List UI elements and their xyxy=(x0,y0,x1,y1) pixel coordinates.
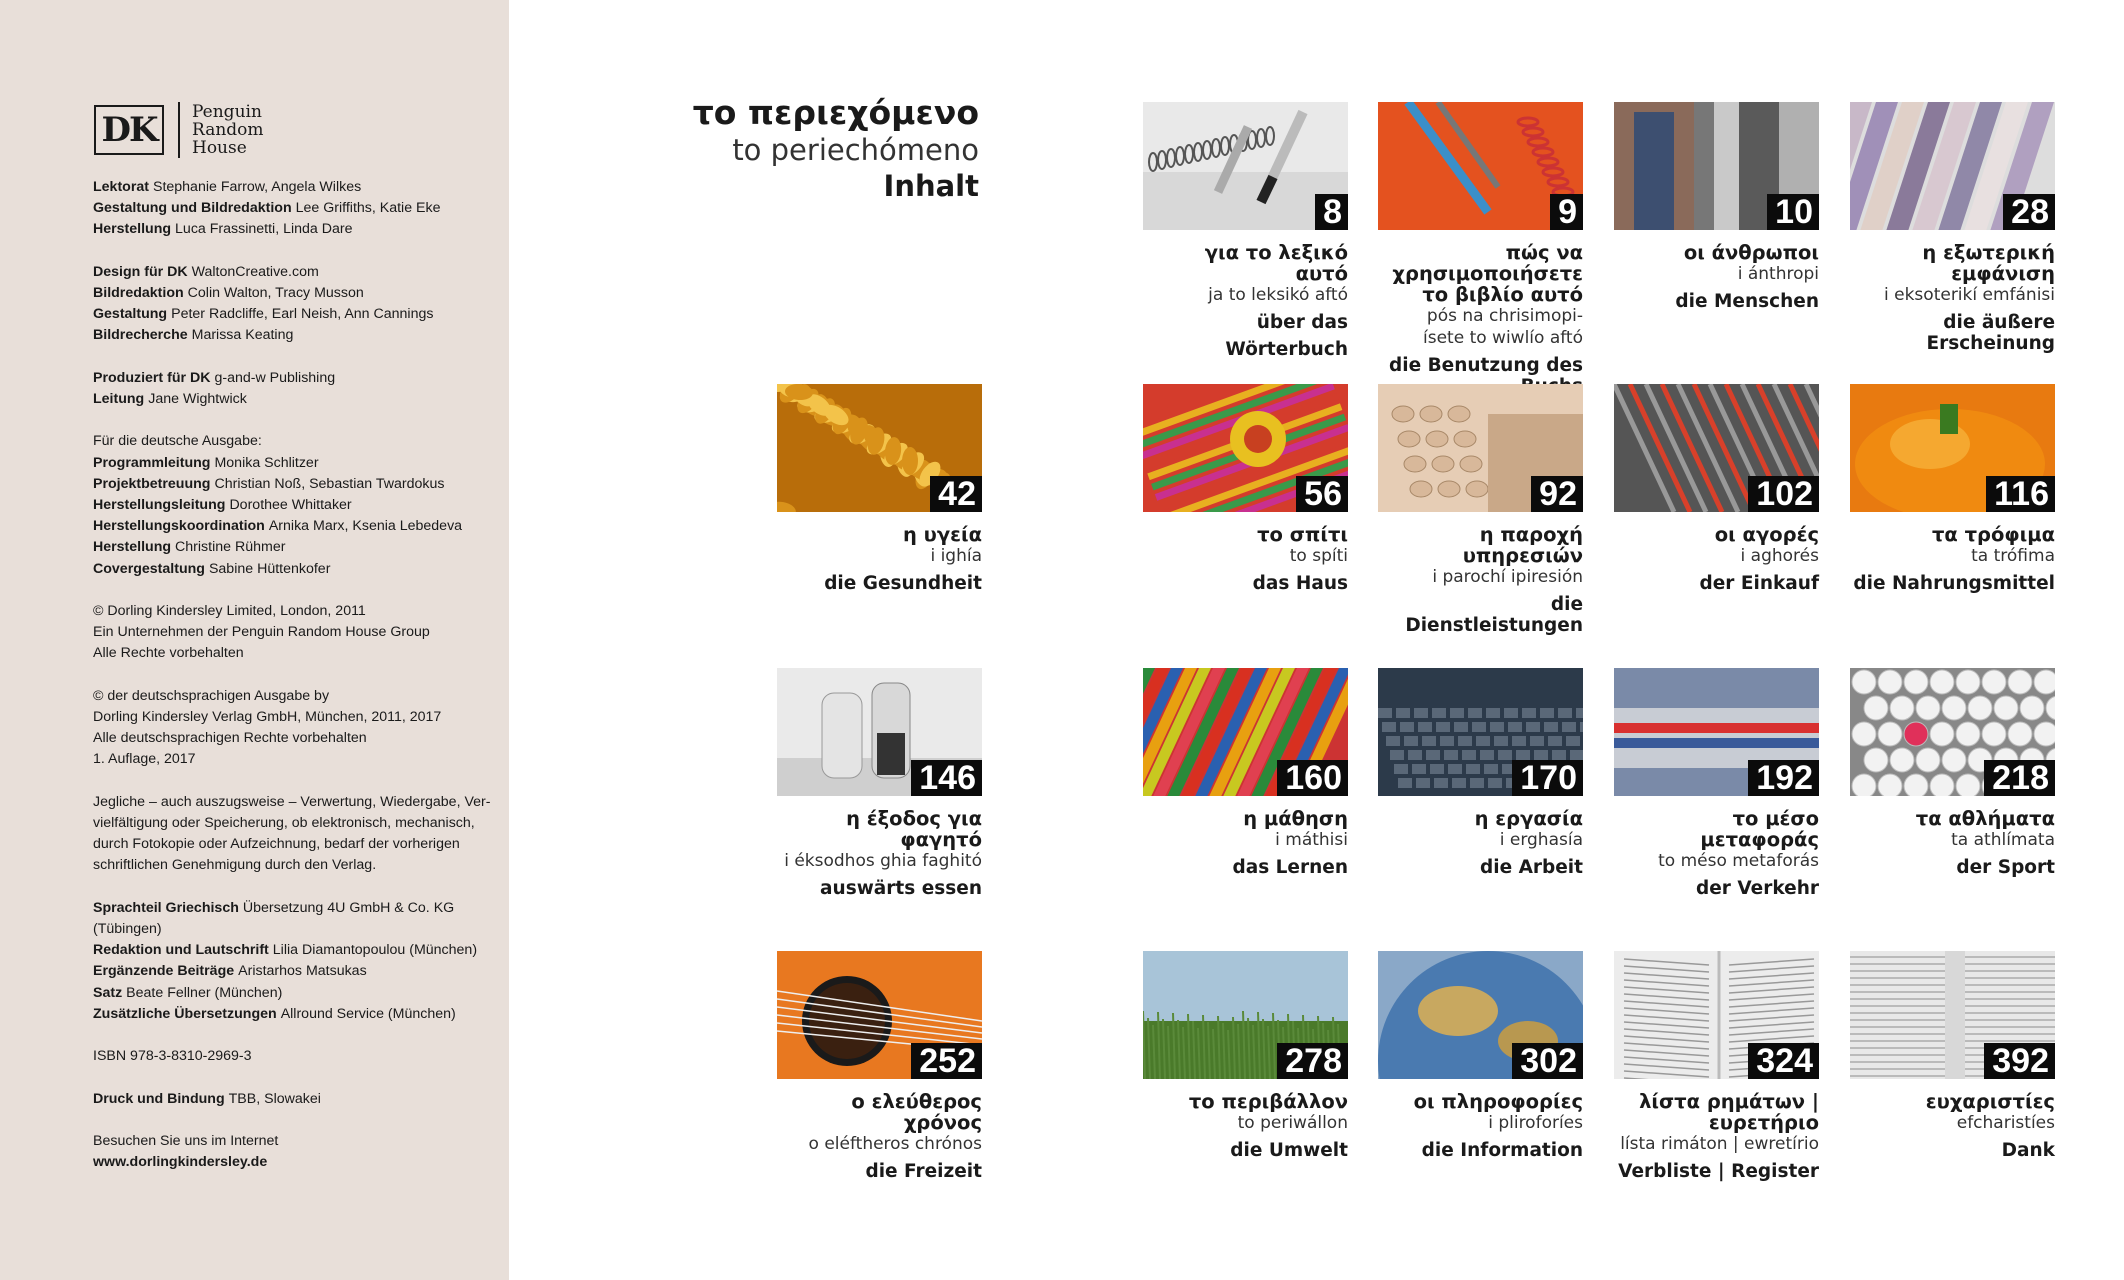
entry-caption xyxy=(1614,524,1819,594)
page-number: 10 xyxy=(1767,194,1819,230)
imprint-value: Jegliche – auch auszugsweise – Verwertung, Wiedergabe, Ver- xyxy=(93,793,491,810)
contents-entry[interactable] xyxy=(1850,668,2055,878)
entry-greek: πώς να xyxy=(1505,241,1583,264)
page-number: 302 xyxy=(1512,1043,1583,1079)
imprint-label: Bildredaktion xyxy=(93,285,184,301)
entry-transliteration: to periwállon xyxy=(1237,1113,1348,1133)
entry-transliteration: i parochí ipiresión xyxy=(1432,567,1583,587)
entry-greek: υπηρεσιών xyxy=(1462,544,1583,567)
page-number: 278 xyxy=(1277,1043,1348,1079)
entry-greek: μεταφοράς xyxy=(1700,828,1819,851)
book-text-photo xyxy=(1850,951,2055,1079)
imprint-label: Zusätzliche Übersetzungen xyxy=(93,1005,277,1022)
imprint-value: Stephanie Farrow, Angela Wilkes xyxy=(152,179,362,195)
imprint-line xyxy=(93,940,493,961)
entry-greek: οι άνθρωποι xyxy=(1683,241,1819,264)
imprint-label: Herstellung xyxy=(93,539,172,556)
imprint-value: Luca Frassinetti, Linda Dare xyxy=(175,221,353,238)
imprint-value: Dorling Kindersley Verlag GmbH, München, 2011, 2017 xyxy=(93,709,442,725)
imprint-spacer xyxy=(93,771,493,792)
entry-caption xyxy=(1850,808,2055,878)
contents-entry[interactable] xyxy=(1378,102,1583,397)
contents-title xyxy=(693,94,979,204)
entry-caption xyxy=(1378,808,1583,878)
page-number: 218 xyxy=(1984,760,2055,796)
shirts-photo xyxy=(1850,102,2055,230)
imprint-value: Marissa Keating xyxy=(191,327,294,344)
imprint-line xyxy=(93,686,493,707)
imprint-value: Jane Wightwick xyxy=(148,391,247,407)
imprint-value: g-and-w Publishing xyxy=(214,369,336,386)
imprint-value: Für die deutsche Ausgabe: xyxy=(93,433,262,450)
imprint-value: Alle Rechte vorbehalten xyxy=(93,645,244,662)
page-number: 116 xyxy=(1986,476,2055,512)
imprint-value: 1. Auflage, 2017 xyxy=(93,751,196,768)
entry-transliteration: to spíti xyxy=(1289,546,1348,566)
golf-balls-photo xyxy=(1850,668,2055,796)
dk-logo: DK xyxy=(94,105,164,155)
entry-german: Wörterbuch xyxy=(1225,339,1348,360)
entry-transliteration: efcharistíes xyxy=(1956,1113,2055,1133)
entry-greek: η έξοδος για xyxy=(846,807,982,830)
entry-greek: ο ελεύθερος xyxy=(851,1090,982,1113)
contents-entry[interactable] xyxy=(1143,384,1348,594)
imprint-line xyxy=(93,643,493,664)
imprint-spacer xyxy=(93,347,493,368)
imprint-label: Sprachteil Griechisch xyxy=(93,899,239,916)
entry-transliteration: i máthisi xyxy=(1275,830,1348,850)
imprint-value: ISBN 978-3-8310-2969-3 xyxy=(93,1048,252,1065)
entry-transliteration: to méso metaforás xyxy=(1658,851,1819,871)
pepper-photo xyxy=(1850,384,2055,512)
entry-german: die Benutzung des xyxy=(1389,355,1583,376)
entry-transliteration: i pliroforíes xyxy=(1488,1113,1583,1133)
page-number: 160 xyxy=(1277,760,1348,796)
contents-entry[interactable] xyxy=(1850,951,2055,1161)
entry-german: die äußere Erscheinung xyxy=(1926,312,2055,354)
entry-greek: η υγεία xyxy=(903,523,982,546)
entry-greek: χρόνος xyxy=(903,1111,982,1134)
entry-german: die Freizeit xyxy=(865,1161,982,1182)
entry-german: die Arbeit xyxy=(1480,857,1583,878)
entry-german: die Gesundheit xyxy=(824,573,982,594)
imprint-line xyxy=(93,1089,493,1110)
imprint-label: Druck und Bindung xyxy=(93,1090,225,1107)
entry-greek: αυτό xyxy=(1295,262,1348,285)
imprint-value: © der deutschsprachigen Ausgabe by xyxy=(93,687,330,704)
imprint-line xyxy=(93,792,493,813)
imprint-value: Lilia Diamantopoulou (München) xyxy=(272,942,478,959)
imprint-value: Christian Noß, Sebastian Twardokus xyxy=(214,475,445,492)
contents-entry[interactable] xyxy=(777,384,982,594)
imprint-spacer xyxy=(93,1110,493,1131)
imprint-line xyxy=(93,262,493,283)
entry-transliteration: o eléftheros chrónos xyxy=(808,1134,982,1154)
page-number: 252 xyxy=(911,1043,982,1079)
imprint-label: Lektorat xyxy=(93,179,149,195)
title-greek: το περιεχόμενο xyxy=(692,93,979,132)
imprint-label: Design für DK xyxy=(93,263,188,280)
page-number: 192 xyxy=(1748,760,1819,796)
imprint-value: Sabine Hüttenkofer xyxy=(208,560,331,577)
entry-german: die Information xyxy=(1421,1140,1583,1161)
imprint-label: Satz xyxy=(93,984,123,1001)
imprint-value: durch Fotokopie oder Aufzeichnung, bedarf der vorherigen xyxy=(93,836,460,853)
entry-german: auswärts essen xyxy=(820,878,982,899)
imprint-line xyxy=(93,898,493,919)
entry-greek: η εξωτερική xyxy=(1922,241,2055,264)
imprint-label: Herstellung xyxy=(93,221,172,238)
imprint-label: Projektbetreuung xyxy=(93,475,211,492)
contents-entry[interactable] xyxy=(1614,951,1819,1182)
imprint-spacer xyxy=(93,877,493,898)
imprint-line xyxy=(93,919,493,940)
pens-orange-photo xyxy=(1378,102,1583,230)
folders-photo xyxy=(1143,668,1348,796)
shopping-carts-photo xyxy=(1614,384,1819,512)
entry-german: das Lernen xyxy=(1232,857,1348,878)
entry-german: der Verkehr xyxy=(1696,878,1819,899)
entry-greek: φαγητό xyxy=(900,828,982,851)
entry-transliteration: i aghorés xyxy=(1740,546,1819,566)
contents-entry[interactable] xyxy=(1850,384,2055,594)
entry-greek: τα αθλήματα xyxy=(1915,807,2055,830)
entry-caption xyxy=(1614,808,1819,899)
imprint-line xyxy=(93,389,493,410)
entry-greek: ευχαριστίες xyxy=(1925,1090,2055,1113)
page-number: 392 xyxy=(1984,1043,2055,1079)
imprint-value: © Dorling Kindersley Limited, London, 2011 xyxy=(93,603,366,619)
contents-entry[interactable] xyxy=(777,951,982,1182)
publisher-line: Random xyxy=(192,120,264,140)
entry-transliteration: i ánthropi xyxy=(1737,264,1819,284)
people-escalator-photo xyxy=(1614,102,1819,230)
entry-caption xyxy=(1614,1091,1819,1182)
logo-divider xyxy=(178,102,180,158)
imprint-line xyxy=(93,813,493,834)
entry-transliteration: i éksodhos ghia faghitó xyxy=(784,851,982,871)
grass-field-photo xyxy=(1143,951,1348,1079)
imprint-value: Christine Rühmer xyxy=(175,539,286,556)
page-number: 92 xyxy=(1531,476,1583,512)
imprint-spacer xyxy=(93,1067,493,1088)
imprint-spacer xyxy=(93,1025,493,1046)
contents-entry[interactable] xyxy=(1378,384,1583,636)
entry-transliteration: i ighía xyxy=(930,546,982,566)
imprint-value: Arnika Marx, Ksenia Lebedeva xyxy=(268,518,463,535)
entry-caption xyxy=(1378,242,1583,397)
imprint-line xyxy=(93,219,493,240)
page-number: 102 xyxy=(1748,476,1819,512)
imprint-line xyxy=(93,516,493,537)
entry-greek: χρησιμοποιήσετε xyxy=(1392,262,1583,285)
imprint-line xyxy=(93,453,493,474)
imprint-spacer xyxy=(93,241,493,262)
entry-german: die Dienstleistungen xyxy=(1405,594,1583,636)
entry-caption xyxy=(777,1091,982,1182)
entry-greek: το βιβλίο αυτό xyxy=(1422,283,1583,306)
imprint-line xyxy=(93,707,493,728)
contents-entry[interactable] xyxy=(1614,384,1819,594)
entry-greek: για το λεξικό xyxy=(1204,241,1348,264)
imprint-value: Peter Radcliffe, Earl Neish, Ann Cannings xyxy=(171,306,434,323)
imprint-spacer xyxy=(93,410,493,431)
page-number: 324 xyxy=(1748,1043,1819,1079)
publisher-logo xyxy=(94,102,264,158)
imprint-line xyxy=(93,1004,493,1025)
imprint-spacer xyxy=(93,665,493,686)
imprint-label: Programmleitung xyxy=(93,454,211,471)
contents-entry[interactable] xyxy=(1850,102,2055,354)
entry-caption xyxy=(777,808,982,899)
imprint-line xyxy=(93,474,493,495)
imprint-panel xyxy=(0,0,509,1280)
entry-greek: εμφάνιση xyxy=(1951,262,2055,285)
contents-entry[interactable] xyxy=(1143,951,1348,1161)
imprint-value: Lee Griffiths, Katie Eke xyxy=(295,200,441,217)
entry-caption xyxy=(1143,1091,1348,1161)
contents-entry[interactable] xyxy=(1378,668,1583,878)
entry-caption xyxy=(1614,242,1819,312)
imprint-value: schriftlichen Genehmigung durch den Verlag. xyxy=(93,857,377,874)
imprint-line xyxy=(93,961,493,982)
imprint-line xyxy=(93,1046,493,1067)
entry-transliteration: i eksoterikí emfánisi xyxy=(1884,285,2055,305)
entry-german: über das xyxy=(1256,312,1348,333)
entry-transliteration: ta athlímata xyxy=(1951,830,2055,850)
contents-entry[interactable] xyxy=(1614,102,1819,312)
entry-transliteration: lísta rimáton | ewretírio xyxy=(1620,1134,1819,1154)
imprint-line xyxy=(93,537,493,558)
entry-greek: οι πληροφορίες xyxy=(1413,1090,1583,1113)
imprint-value: Aristarhos Matsukas xyxy=(238,963,367,980)
imprint-line xyxy=(93,834,493,855)
contents-entry[interactable] xyxy=(1614,668,1819,899)
entry-german: Dank xyxy=(2001,1140,2055,1161)
imprint-label: Produziert für DK xyxy=(93,369,211,386)
imprint-value: Besuchen Sie uns im Internet xyxy=(93,1132,279,1149)
imprint-line xyxy=(93,177,493,198)
imprint-line xyxy=(93,304,493,325)
entry-german: die Menschen xyxy=(1675,291,1819,312)
imprint-line xyxy=(93,368,493,389)
imprint-line xyxy=(93,622,493,643)
keyboard-photo xyxy=(1378,668,1583,796)
imprint-spacer xyxy=(93,580,493,601)
imprint-value: TBB, Slowakei xyxy=(228,1090,321,1107)
imprint-value: WaltonCreative.com xyxy=(191,263,319,280)
entry-greek: οι αγορές xyxy=(1714,523,1819,546)
page-number: 28 xyxy=(2003,194,2055,230)
title-transliteration: to periechómeno xyxy=(732,133,979,167)
imprint-line xyxy=(93,855,493,876)
entry-german: die Nahrungsmittel xyxy=(1853,573,2055,594)
contents-entry[interactable] xyxy=(1378,951,1583,1161)
page-number: 170 xyxy=(1512,760,1583,796)
imprint-line xyxy=(93,601,493,622)
guitar-photo xyxy=(777,951,982,1079)
imprint-value: vielfältigung oder Speicherung, ob elektronisch, mechanisch, xyxy=(93,815,475,831)
imprint-label: Covergestaltung xyxy=(93,560,205,577)
publisher-line: House xyxy=(192,138,247,158)
page-number: 8 xyxy=(1315,194,1348,230)
imprint-label: Herstellungskoordination xyxy=(93,518,265,535)
entry-greek: λίστα ρημάτων | xyxy=(1639,1090,1819,1113)
page-number: 146 xyxy=(911,760,982,796)
imprint-line xyxy=(93,1152,493,1173)
imprint-line xyxy=(93,728,493,749)
imprint-line xyxy=(93,983,493,1004)
entry-greek: τα τρόφιμα xyxy=(1931,523,2055,546)
entry-greek: η μάθηση xyxy=(1243,807,1348,830)
entry-greek: το μέσο xyxy=(1732,807,1819,830)
imprint-value: Alle deutschsprachigen Rechte vorbehalten xyxy=(93,730,367,747)
imprint-value: (Tübingen) xyxy=(93,921,162,937)
entry-transliteration: ísete to wiwlío aftó xyxy=(1423,328,1583,348)
entry-greek: το περιβάλλον xyxy=(1188,1090,1348,1113)
entry-caption xyxy=(1143,808,1348,878)
imprint-line xyxy=(93,325,493,346)
imprint-line xyxy=(93,1131,493,1152)
entry-caption xyxy=(1378,524,1583,636)
brushes-photo xyxy=(1143,384,1348,512)
entry-transliteration: i erghasía xyxy=(1499,830,1583,850)
entry-caption xyxy=(1850,1091,2055,1161)
entry-caption xyxy=(1143,242,1348,360)
imprint-line xyxy=(93,431,493,452)
entry-german: der Einkauf xyxy=(1699,573,1819,594)
entry-german: die Umwelt xyxy=(1230,1140,1348,1161)
page-number: 56 xyxy=(1296,476,1348,512)
publisher-line: Penguin xyxy=(192,102,262,122)
telephone-keypad-photo xyxy=(1378,384,1583,512)
imprint-label: Gestaltung und Bildredaktion xyxy=(93,200,292,217)
entry-greek: το σπίτι xyxy=(1257,523,1348,546)
entry-greek: η παροχή xyxy=(1479,523,1583,546)
imprint-line xyxy=(93,559,493,580)
entry-transliteration: pós na chrisimopi- xyxy=(1426,306,1583,326)
entry-caption xyxy=(777,524,982,594)
contents-entry[interactable] xyxy=(777,668,982,899)
entry-transliteration: ja to leksikó aftó xyxy=(1208,285,1348,305)
imprint-label: Bildrecherche xyxy=(93,327,188,344)
imprint-value: Dorothee Whittaker xyxy=(229,497,352,513)
page-number: 42 xyxy=(930,476,982,512)
imprint-value: Ein Unternehmen der Penguin Random House Group xyxy=(93,624,430,641)
entry-caption xyxy=(1850,242,2055,354)
contents-entry[interactable] xyxy=(1143,102,1348,360)
contents-entry[interactable] xyxy=(1143,668,1348,878)
entry-german: Verbliste | Register xyxy=(1618,1161,1819,1182)
entry-german: das Haus xyxy=(1252,573,1348,594)
salt-pepper-photo xyxy=(777,668,982,796)
imprint-line xyxy=(93,198,493,219)
entry-transliteration: ta trófima xyxy=(1971,546,2055,566)
open-book-photo xyxy=(1614,951,1819,1079)
imprint-label: Herstellungsleitung xyxy=(93,497,226,513)
train-photo xyxy=(1614,668,1819,796)
entry-greek: ευρετήριο xyxy=(1708,1111,1819,1134)
imprint-label: Ergänzende Beiträge xyxy=(93,963,235,980)
title-german: Inhalt xyxy=(883,169,979,203)
imprint-line xyxy=(93,495,493,516)
imprint-text xyxy=(93,177,493,1173)
capsules-photo xyxy=(777,384,982,512)
imprint-value: Beate Fellner (München) xyxy=(126,984,283,1001)
imprint-label: Redaktion und Lautschrift xyxy=(93,942,269,959)
notebook-pen-photo xyxy=(1143,102,1348,230)
imprint-label: Gestaltung xyxy=(93,306,168,323)
imprint-value: Übersetzung 4U GmbH & Co. KG xyxy=(242,899,455,916)
penguin-random-house-logo xyxy=(192,103,264,157)
imprint-value: Allround Service (München) xyxy=(280,1005,456,1022)
imprint-line xyxy=(93,749,493,770)
entry-caption xyxy=(1850,524,2055,594)
imprint-label: Leitung xyxy=(93,391,145,407)
imprint-label: www.dorlingkindersley.de xyxy=(93,1154,268,1171)
page-number: 9 xyxy=(1550,194,1583,230)
entry-greek: η εργασία xyxy=(1474,807,1583,830)
entry-german: der Sport xyxy=(1956,857,2055,878)
imprint-line xyxy=(93,283,493,304)
imprint-value: Monika Schlitzer xyxy=(214,454,319,471)
entry-caption xyxy=(1378,1091,1583,1161)
entry-caption xyxy=(1143,524,1348,594)
imprint-value: Colin Walton, Tracy Musson xyxy=(187,285,364,301)
globe-photo xyxy=(1378,951,1583,1079)
